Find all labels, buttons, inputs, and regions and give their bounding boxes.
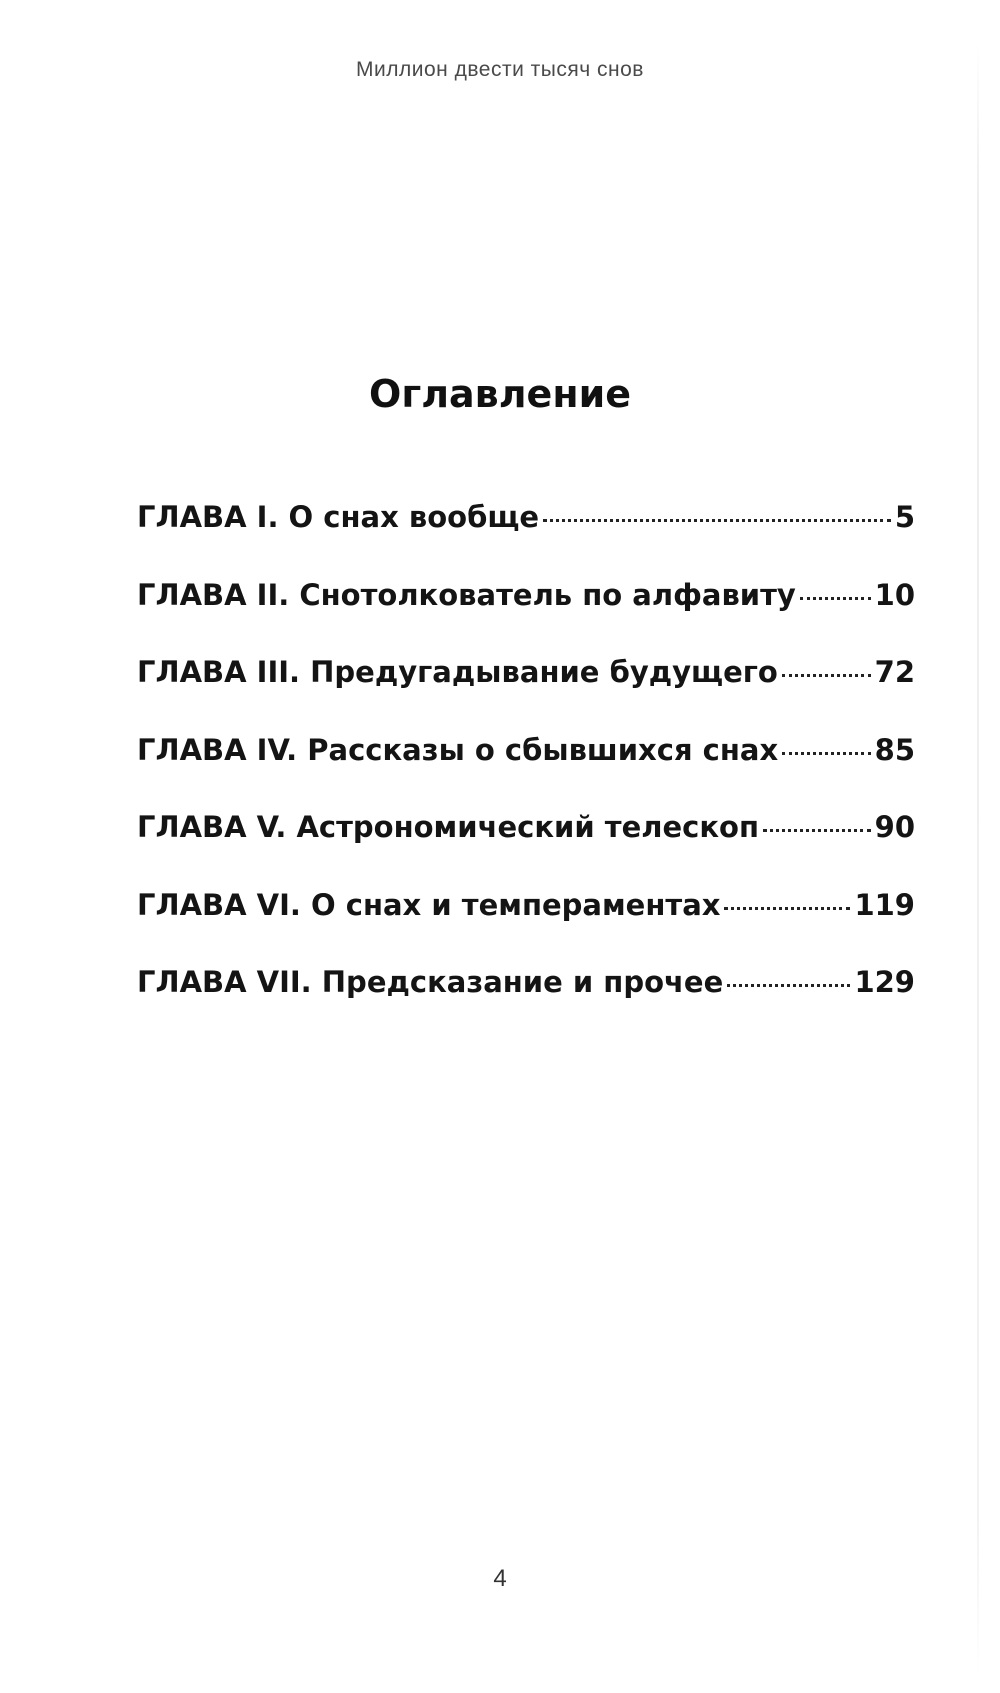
toc-entry-page: 5 xyxy=(894,500,915,534)
toc-entry-2[interactable] xyxy=(137,578,915,656)
toc-dot-leader xyxy=(727,984,850,987)
toc-dot-leader xyxy=(782,674,871,677)
toc-entry-1[interactable] xyxy=(137,500,915,578)
toc-entry-page: 90 xyxy=(874,810,915,844)
toc-entry-label: ГЛАВА II. Снотолкователь по алфавиту xyxy=(137,577,796,612)
toc-dot-leader xyxy=(800,597,871,600)
toc-entry-page: 85 xyxy=(874,732,915,767)
toc-entry-label: ГЛАВА VI. О снах и темпераментах xyxy=(137,887,721,922)
toc-entry-3[interactable] xyxy=(137,655,915,733)
toc-dot-leader xyxy=(724,907,850,910)
page-number: 4 xyxy=(493,1565,507,1592)
toc-title: Оглавление xyxy=(369,372,631,416)
toc-dot-leader xyxy=(543,519,891,522)
toc-entry-4[interactable] xyxy=(137,733,915,811)
toc-entry-5[interactable] xyxy=(137,810,915,888)
toc-entry-label: ГЛАВА I. О снах вообще xyxy=(137,500,540,534)
toc-entry-page: 72 xyxy=(874,655,915,689)
toc-dot-leader xyxy=(782,752,870,755)
running-head: Миллион двести тысяч снов xyxy=(356,58,644,81)
toc-entry-label: ГЛАВА IV. Рассказы о сбывшихся снах xyxy=(137,732,779,767)
toc-entry-6[interactable] xyxy=(137,888,915,966)
page-fold-shadow xyxy=(977,40,979,1680)
toc-entry-label: ГЛАВА III. Предугадывание будущего xyxy=(137,655,778,689)
toc-entry-page: 129 xyxy=(854,965,915,999)
toc-entry-label: ГЛАВА V. Астрономический телескоп xyxy=(137,810,759,844)
toc-entry-page: 119 xyxy=(854,887,915,922)
toc-entry-page: 10 xyxy=(874,577,915,612)
toc-entry-label: ГЛАВА VII. Предсказание и прочее xyxy=(137,965,724,999)
toc-dot-leader xyxy=(763,829,871,832)
toc-entry-7[interactable] xyxy=(137,965,915,1043)
toc-list xyxy=(137,500,915,1043)
